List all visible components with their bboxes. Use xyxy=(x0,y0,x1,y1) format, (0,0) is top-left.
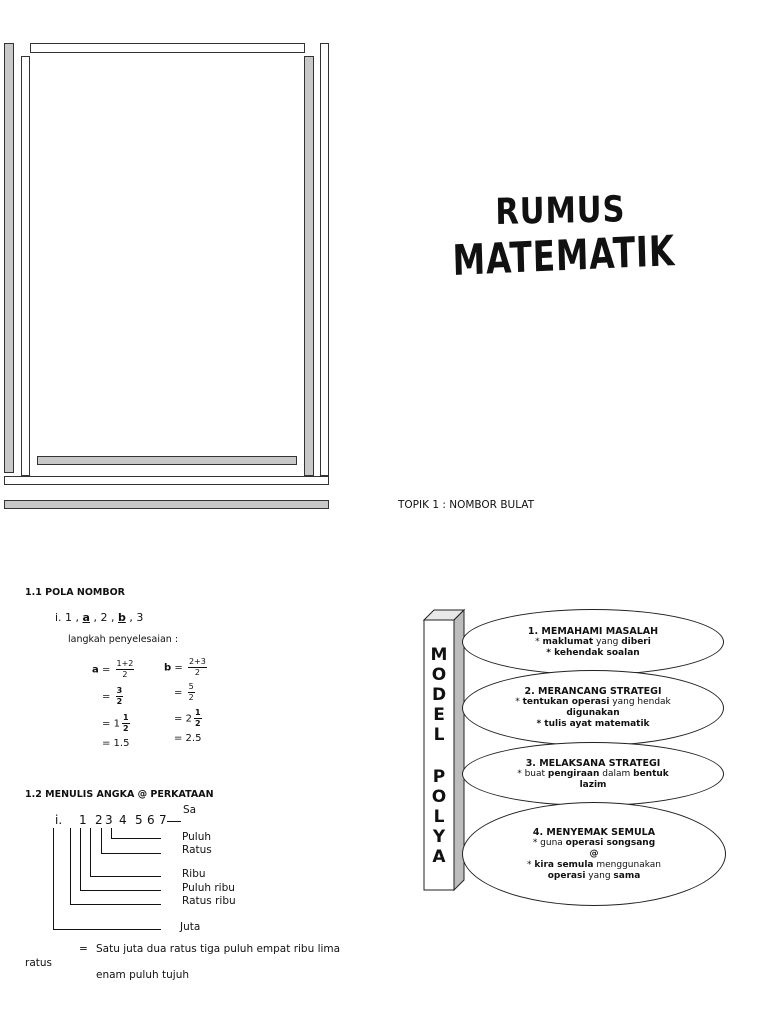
step-3-l1d: bentuk xyxy=(633,768,669,779)
frame-panel-right-outer xyxy=(320,43,329,476)
step-4-l1a: * guna xyxy=(532,837,566,848)
place-ribu: Ribu xyxy=(182,868,206,880)
step-4-l3b: kira semula xyxy=(534,859,594,870)
step-2-l1c: yang hendak xyxy=(609,697,671,707)
side-letter-m: M xyxy=(430,645,448,665)
step-1-l1c: yang xyxy=(593,636,622,647)
sequence-prefix: i. 1 , xyxy=(55,611,83,624)
answer-eq: = xyxy=(79,943,88,955)
digit-7: 7 xyxy=(159,813,167,827)
step-3-l1b: pengiraan xyxy=(547,768,600,779)
b-frac-num: 2+3 xyxy=(188,657,206,666)
b-fraction-3 xyxy=(194,708,202,729)
frame-bar-inner-bottom xyxy=(37,456,297,465)
b-line-4: = 2.5 xyxy=(174,733,202,744)
connector-ribu-h xyxy=(90,876,161,877)
a3-den: 2 xyxy=(122,724,129,733)
step-1-heading: 1. MEMAHAMI MASALAH xyxy=(527,625,659,637)
b-eq: = xyxy=(174,662,183,674)
b-fraction-1 xyxy=(188,657,207,678)
frame-panel-bottom xyxy=(4,476,329,485)
a-line-4: = 1.5 xyxy=(102,738,130,749)
side-letter-o1: O xyxy=(431,665,447,685)
side-letter-p: P xyxy=(432,767,446,787)
sequence-mid: , 2 , xyxy=(89,611,118,624)
digit-3: 3 xyxy=(105,813,113,827)
connector-puluh-h xyxy=(111,838,161,839)
sequence-suffix: , 3 xyxy=(125,611,144,624)
step-1-l1a: * xyxy=(535,636,543,647)
a-frac-den: 2 xyxy=(122,670,128,679)
b-line-1 xyxy=(164,657,209,678)
b3-num: 1 xyxy=(194,708,201,717)
connector-puluh-v xyxy=(111,828,112,838)
connector-ratus-v xyxy=(101,828,102,853)
step-3-line-2: lazim xyxy=(579,779,607,790)
b-line-3 xyxy=(174,708,204,729)
b2-eq: = xyxy=(174,687,183,699)
b2-den: 2 xyxy=(188,693,194,702)
step-4-line-3 xyxy=(527,860,661,871)
b-frac-den: 2 xyxy=(194,668,200,677)
step-4-line-4 xyxy=(548,871,641,882)
step-4-l3a: * xyxy=(527,859,535,870)
connector-puluh-ribu-h xyxy=(80,890,161,891)
place-puluh: Puluh xyxy=(182,831,212,843)
a2-num: 3 xyxy=(116,686,123,695)
polya-step-2 xyxy=(462,670,724,746)
step-2-l1a: * xyxy=(515,697,523,707)
digit-2: 2 xyxy=(95,813,103,827)
side-letter-o2: O xyxy=(431,787,447,807)
frame-bar-base xyxy=(4,500,329,509)
place-puluh-ribu: Puluh ribu xyxy=(182,882,235,894)
connector-ratus-ribu-h xyxy=(70,904,161,905)
step-2-line-2: digunakan xyxy=(566,708,620,718)
a-line-1 xyxy=(92,659,136,680)
step-3-line-1 xyxy=(517,769,669,780)
side-letter-e: E xyxy=(433,705,445,725)
step-1-l1b: maklumat xyxy=(542,636,594,647)
a-line-3 xyxy=(102,713,132,734)
a3-whole: 1 xyxy=(113,718,120,730)
b3-den: 2 xyxy=(194,719,201,728)
step-4-l4c: sama xyxy=(613,870,641,881)
a-frac-num: 1+2 xyxy=(116,659,134,668)
step-2-heading: 2. MERANCANG STRATEGI xyxy=(524,686,662,697)
a2-den: 2 xyxy=(116,697,123,706)
step-2-line-3: * tulis ayat matematik xyxy=(536,719,650,729)
b2-num: 5 xyxy=(188,682,194,691)
frame-bar-right-inner xyxy=(304,56,314,476)
cover-title-line1: RUMUS xyxy=(495,189,626,233)
connector-ribu-v xyxy=(90,828,91,876)
step-4-heading: 4. MENYEMAK SEMULA xyxy=(532,826,656,838)
a2-eq: = xyxy=(102,691,111,703)
step-3-l1c: dalam xyxy=(599,768,634,779)
step-1-l1d: diberi xyxy=(621,636,651,647)
connector-ratus-ribu-v xyxy=(70,828,71,904)
step-3-heading: 3. MELAKSANA STRATEGI xyxy=(525,757,661,769)
b-fraction-2 xyxy=(188,682,195,703)
a-fraction-3 xyxy=(122,713,130,734)
a-fraction-2 xyxy=(116,686,124,707)
step-1-line-1 xyxy=(535,637,651,648)
sequence-line xyxy=(55,611,143,624)
digit-4: 4 xyxy=(119,813,127,827)
topic-label: TOPIK 1 : NOMBOR BULAT xyxy=(398,499,535,511)
polya-step-4 xyxy=(462,802,726,906)
digit-6: 6 xyxy=(147,813,155,827)
a-fraction-1 xyxy=(116,659,135,680)
frame-bar-left-outer xyxy=(4,43,14,473)
section-heading-menulis-angka: 1.2 MENULIS ANGKA @ PERKATAAN xyxy=(25,789,214,800)
step-4-line-2: @ xyxy=(589,848,599,859)
side-letter-l1: L xyxy=(433,725,445,745)
a-line-2 xyxy=(102,686,125,707)
polya-step-1 xyxy=(462,609,724,675)
side-letter-l2: L xyxy=(433,807,445,827)
sequence-b: b xyxy=(117,611,126,624)
frame-panel-top xyxy=(30,43,305,53)
step-2-l1b: tentukan operasi xyxy=(522,697,610,707)
step-4-l1b: operasi songsang xyxy=(565,837,656,848)
side-letter-a: A xyxy=(432,847,446,867)
a-eq: = xyxy=(101,664,111,676)
place-ratus: Ratus xyxy=(182,844,212,856)
answer-line-1: Satu juta dua ratus tiga puluh empat ribu lima xyxy=(96,943,341,955)
connector-ratus-h xyxy=(101,853,161,854)
b3-whole: 2 xyxy=(185,713,192,725)
steps-label: langkah penyelesaian : xyxy=(68,634,179,645)
connector-sa xyxy=(167,821,181,822)
connector-puluh-ribu-v xyxy=(80,828,81,890)
a-label: a xyxy=(92,664,99,676)
place-ratus-ribu: Ratus ribu xyxy=(182,895,236,907)
place-sa: Sa xyxy=(183,804,197,816)
polya-step-3 xyxy=(462,742,724,806)
step-4-l3c: menggunakan xyxy=(593,859,661,870)
polya-side-text xyxy=(424,645,454,867)
step-3-l1a: * buat xyxy=(517,768,548,779)
b-line-2 xyxy=(174,682,197,703)
cover-title-line2: MATEMATIK xyxy=(452,226,676,285)
place-juta: Juta xyxy=(180,921,201,933)
connector-juta-h xyxy=(53,929,161,930)
side-letter-y: Y xyxy=(432,827,446,847)
b3-eq: = xyxy=(174,713,183,725)
connector-juta-v xyxy=(53,828,54,929)
step-4-l4a: operasi xyxy=(547,870,586,881)
step-4-l4b: yang xyxy=(585,870,614,881)
answer-line-2: enam puluh tujuh xyxy=(96,969,189,981)
step-1-line-2: * kehendak soalan xyxy=(546,647,640,658)
step-2-line-1 xyxy=(515,697,671,708)
place-value-roman: i. xyxy=(55,813,63,827)
digit-5: 5 xyxy=(135,813,143,827)
sequence-a: a xyxy=(82,611,90,624)
frame-panel-left-inner xyxy=(21,56,30,476)
side-letter-gap xyxy=(424,745,454,767)
section-heading-pola-nombor: 1.1 POLA NOMBOR xyxy=(25,587,126,598)
a3-num: 1 xyxy=(122,713,129,722)
a3-eq: = xyxy=(102,718,111,730)
side-letter-d: D xyxy=(431,685,447,705)
b-label: b xyxy=(164,662,172,674)
step-4-line-1 xyxy=(533,838,655,849)
answer-wrap: ratus xyxy=(25,957,52,969)
digit-1: 1 xyxy=(79,813,87,827)
